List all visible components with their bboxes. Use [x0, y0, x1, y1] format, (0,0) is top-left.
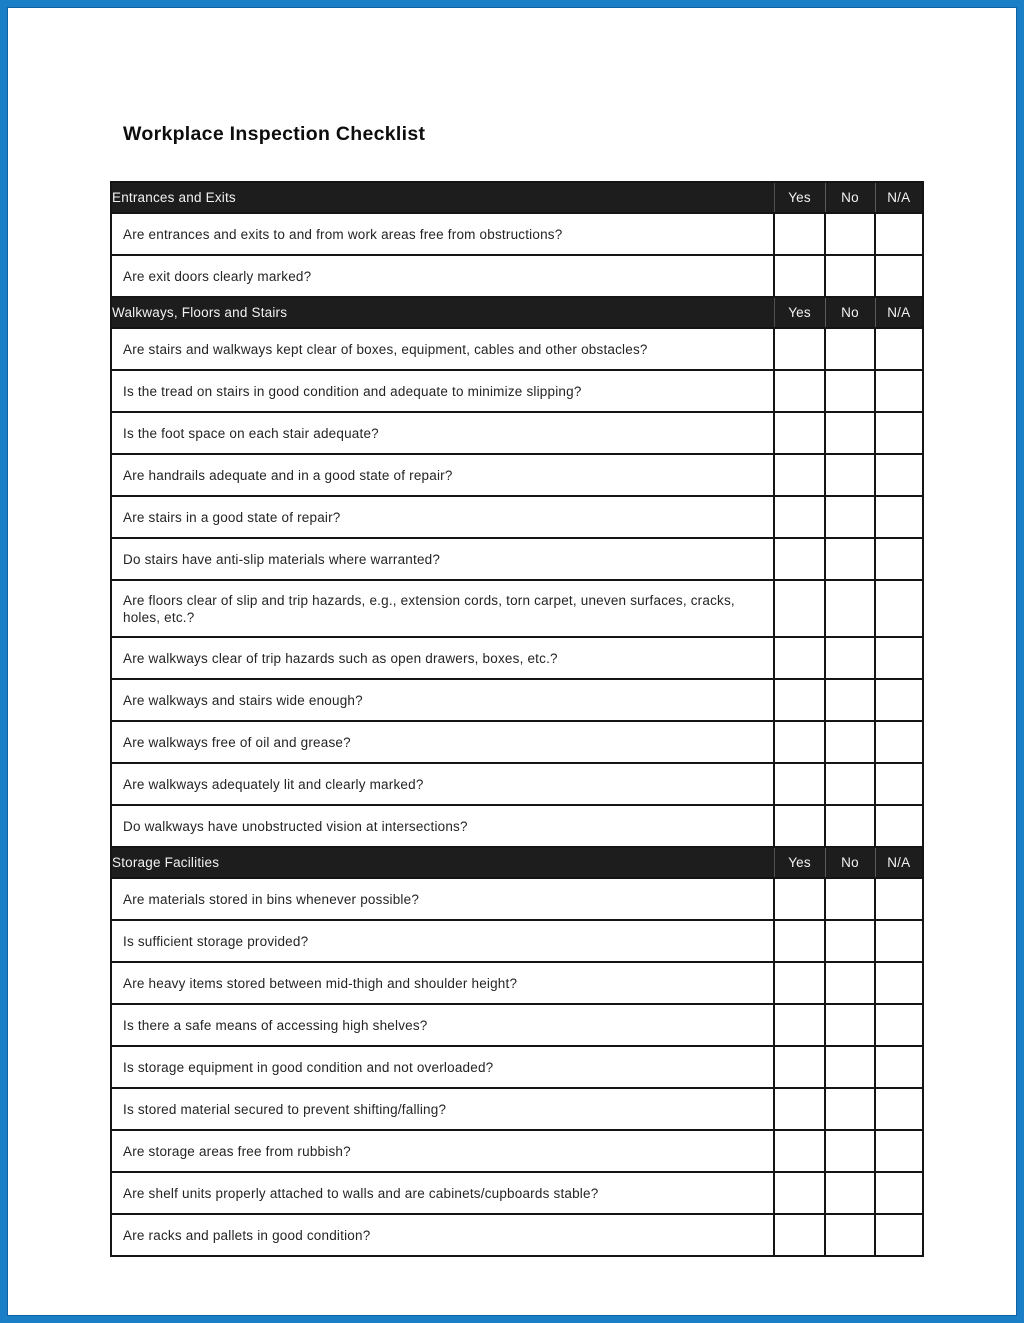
- no-answer-cell[interactable]: [825, 328, 875, 370]
- answer-header-na: N/A: [875, 847, 923, 878]
- na-answer-cell[interactable]: [875, 1214, 923, 1256]
- na-answer-cell[interactable]: [875, 1046, 923, 1088]
- na-answer-cell[interactable]: [875, 878, 923, 920]
- no-answer-cell[interactable]: [825, 637, 875, 679]
- yes-answer-cell[interactable]: [774, 370, 825, 412]
- yes-answer-cell[interactable]: [774, 805, 825, 847]
- checklist-table-container: [110, 181, 922, 1257]
- na-answer-cell[interactable]: [875, 580, 923, 637]
- no-answer-cell[interactable]: [825, 580, 875, 637]
- answer-header-yes: Yes: [774, 182, 825, 213]
- answer-header-na: N/A: [875, 297, 923, 328]
- na-answer-cell[interactable]: [875, 1004, 923, 1046]
- question-text: Are materials stored in bins whenever possible?: [111, 878, 774, 920]
- yes-answer-cell[interactable]: [774, 1088, 825, 1130]
- question-row: [111, 328, 923, 370]
- yes-answer-cell[interactable]: [774, 255, 825, 297]
- question-text: Is sufficient storage provided?: [111, 920, 774, 962]
- question-text: Are entrances and exits to and from work areas free from obstructions?: [111, 213, 774, 255]
- no-answer-cell[interactable]: [825, 496, 875, 538]
- na-answer-cell[interactable]: [875, 1172, 923, 1214]
- question-text: Do walkways have unobstructed vision at intersections?: [111, 805, 774, 847]
- na-answer-cell[interactable]: [875, 538, 923, 580]
- question-row: [111, 1130, 923, 1172]
- answer-header-yes: Yes: [774, 297, 825, 328]
- section-header-row: [111, 297, 923, 328]
- section-title: Walkways, Floors and Stairs: [111, 297, 774, 328]
- question-row: [111, 637, 923, 679]
- na-answer-cell[interactable]: [875, 637, 923, 679]
- no-answer-cell[interactable]: [825, 920, 875, 962]
- no-answer-cell[interactable]: [825, 878, 875, 920]
- yes-answer-cell[interactable]: [774, 213, 825, 255]
- question-row: [111, 1172, 923, 1214]
- question-text: Are stairs in a good state of repair?: [111, 496, 774, 538]
- question-row: [111, 962, 923, 1004]
- na-answer-cell[interactable]: [875, 370, 923, 412]
- yes-answer-cell[interactable]: [774, 1130, 825, 1172]
- no-answer-cell[interactable]: [825, 805, 875, 847]
- question-row: [111, 878, 923, 920]
- question-text: Are handrails adequate and in a good state of repair?: [111, 454, 774, 496]
- yes-answer-cell[interactable]: [774, 878, 825, 920]
- na-answer-cell[interactable]: [875, 1130, 923, 1172]
- no-answer-cell[interactable]: [825, 1172, 875, 1214]
- no-answer-cell[interactable]: [825, 213, 875, 255]
- question-row: [111, 496, 923, 538]
- question-row: [111, 370, 923, 412]
- no-answer-cell[interactable]: [825, 962, 875, 1004]
- na-answer-cell[interactable]: [875, 255, 923, 297]
- question-text: Are exit doors clearly marked?: [111, 255, 774, 297]
- no-answer-cell[interactable]: [825, 412, 875, 454]
- question-row: [111, 580, 923, 637]
- na-answer-cell[interactable]: [875, 496, 923, 538]
- page-title: Workplace Inspection Checklist: [123, 123, 426, 145]
- na-answer-cell[interactable]: [875, 328, 923, 370]
- answer-header-no: No: [825, 297, 875, 328]
- question-text: Are shelf units properly attached to walls and are cabinets/cupboards stable?: [111, 1172, 774, 1214]
- yes-answer-cell[interactable]: [774, 1214, 825, 1256]
- yes-answer-cell[interactable]: [774, 637, 825, 679]
- no-answer-cell[interactable]: [825, 1214, 875, 1256]
- question-text: Are racks and pallets in good condition?: [111, 1214, 774, 1256]
- section-header-row: [111, 847, 923, 878]
- question-text: Are stairs and walkways kept clear of boxes, equipment, cables and other obstacles?: [111, 328, 774, 370]
- na-answer-cell[interactable]: [875, 412, 923, 454]
- yes-answer-cell[interactable]: [774, 1004, 825, 1046]
- question-row: [111, 679, 923, 721]
- no-answer-cell[interactable]: [825, 1130, 875, 1172]
- answer-header-no: No: [825, 847, 875, 878]
- question-text: Is there a safe means of accessing high shelves?: [111, 1004, 774, 1046]
- question-row: [111, 763, 923, 805]
- yes-answer-cell[interactable]: [774, 496, 825, 538]
- na-answer-cell[interactable]: [875, 679, 923, 721]
- yes-answer-cell[interactable]: [774, 962, 825, 1004]
- answer-header-no: No: [825, 182, 875, 213]
- no-answer-cell[interactable]: [825, 538, 875, 580]
- no-answer-cell[interactable]: [825, 763, 875, 805]
- question-text: Are walkways and stairs wide enough?: [111, 679, 774, 721]
- question-text: Are walkways adequately lit and clearly marked?: [111, 763, 774, 805]
- question-text: Do stairs have anti-slip materials where warranted?: [111, 538, 774, 580]
- yes-answer-cell[interactable]: [774, 920, 825, 962]
- section-title: Entrances and Exits: [111, 182, 774, 213]
- yes-answer-cell[interactable]: [774, 454, 825, 496]
- yes-answer-cell[interactable]: [774, 412, 825, 454]
- na-answer-cell[interactable]: [875, 721, 923, 763]
- no-answer-cell[interactable]: [825, 1046, 875, 1088]
- yes-answer-cell[interactable]: [774, 721, 825, 763]
- na-answer-cell[interactable]: [875, 920, 923, 962]
- question-text: Are floors clear of slip and trip hazards, e.g., extension cords, torn carpet, uneven surfaces, cracks, holes, etc.?: [111, 580, 774, 637]
- question-row: [111, 805, 923, 847]
- question-row: [111, 412, 923, 454]
- question-row: [111, 538, 923, 580]
- yes-answer-cell[interactable]: [774, 1046, 825, 1088]
- no-answer-cell[interactable]: [825, 255, 875, 297]
- yes-answer-cell[interactable]: [774, 1172, 825, 1214]
- na-answer-cell[interactable]: [875, 763, 923, 805]
- yes-answer-cell[interactable]: [774, 538, 825, 580]
- question-row: [111, 213, 923, 255]
- no-answer-cell[interactable]: [825, 1004, 875, 1046]
- question-text: Is the foot space on each stair adequate?: [111, 412, 774, 454]
- na-answer-cell[interactable]: [875, 1088, 923, 1130]
- question-text: Is storage equipment in good condition and not overloaded?: [111, 1046, 774, 1088]
- answer-header-yes: Yes: [774, 847, 825, 878]
- answer-header-na: N/A: [875, 182, 923, 213]
- question-row: [111, 255, 923, 297]
- question-row: [111, 1046, 923, 1088]
- yes-answer-cell[interactable]: [774, 580, 825, 637]
- no-answer-cell[interactable]: [825, 454, 875, 496]
- na-answer-cell[interactable]: [875, 962, 923, 1004]
- no-answer-cell[interactable]: [825, 679, 875, 721]
- yes-answer-cell[interactable]: [774, 328, 825, 370]
- question-row: [111, 721, 923, 763]
- question-text: Are storage areas free from rubbish?: [111, 1130, 774, 1172]
- inspection-checklist-table: [110, 181, 924, 1257]
- question-row: [111, 1214, 923, 1256]
- question-text: Is the tread on stairs in good condition and adequate to minimize slipping?: [111, 370, 774, 412]
- no-answer-cell[interactable]: [825, 1088, 875, 1130]
- na-answer-cell[interactable]: [875, 454, 923, 496]
- question-row: [111, 1004, 923, 1046]
- yes-answer-cell[interactable]: [774, 679, 825, 721]
- question-text: Is stored material secured to prevent shifting/falling?: [111, 1088, 774, 1130]
- question-row: [111, 920, 923, 962]
- na-answer-cell[interactable]: [875, 213, 923, 255]
- question-row: [111, 454, 923, 496]
- question-text: Are walkways clear of trip hazards such as open drawers, boxes, etc.?: [111, 637, 774, 679]
- section-title: Storage Facilities: [111, 847, 774, 878]
- question-text: Are walkways free of oil and grease?: [111, 721, 774, 763]
- question-row: [111, 1088, 923, 1130]
- section-header-row: [111, 182, 923, 213]
- no-answer-cell[interactable]: [825, 721, 875, 763]
- yes-answer-cell[interactable]: [774, 763, 825, 805]
- na-answer-cell[interactable]: [875, 805, 923, 847]
- no-answer-cell[interactable]: [825, 370, 875, 412]
- question-text: Are heavy items stored between mid-thigh and shoulder height?: [111, 962, 774, 1004]
